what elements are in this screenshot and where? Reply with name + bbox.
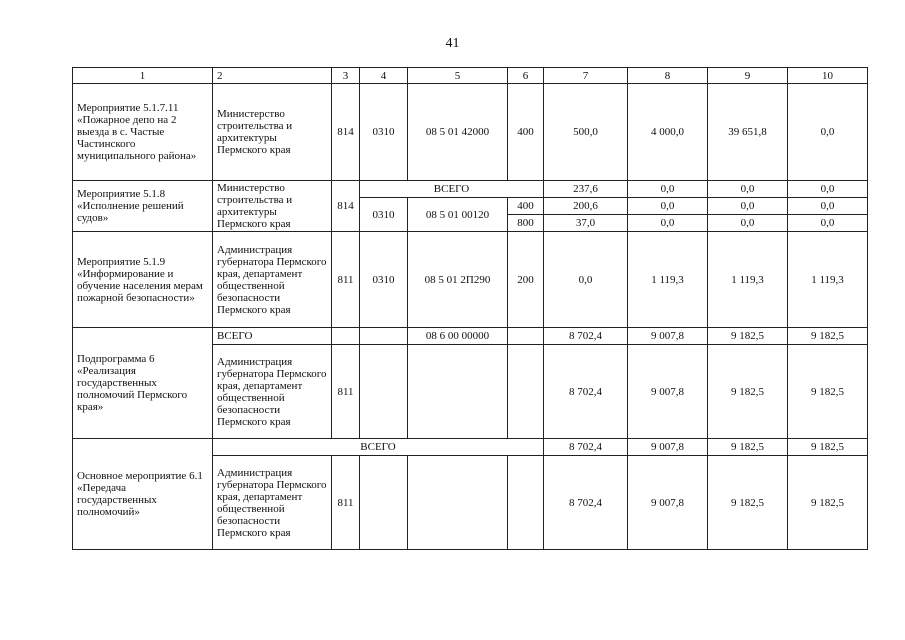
value-col8: 0,0 (628, 198, 708, 215)
code-col3: 811 (332, 232, 360, 328)
code-col6: 200 (508, 232, 544, 328)
value-col9: 39 651,8 (708, 84, 788, 181)
value-col10: 9 182,5 (788, 439, 868, 456)
measure-name: Мероприятие 5.1.7.11 «Пожарное депо на 2 выезда в с. Частые Частинского муниципального района» (73, 84, 213, 181)
value-col7: 8 702,4 (544, 345, 628, 439)
code-col6: 400 (508, 198, 544, 215)
value-col7: 237,6 (544, 181, 628, 198)
header-cell: 3 (332, 68, 360, 84)
header-row (73, 68, 868, 84)
value-col9: 9 182,5 (708, 439, 788, 456)
empty-cell (360, 328, 408, 345)
value-col8: 9 007,8 (628, 439, 708, 456)
value-col8: 9 007,8 (628, 328, 708, 345)
code-col5: 08 6 00 00000 (408, 328, 508, 345)
empty-cell (508, 328, 544, 345)
executor: Администрация губернатора Пермского края, департамент общественной безопасности Пермского края (213, 232, 332, 328)
executor: Министерство строительства и архитектуры Пермского края (213, 84, 332, 181)
page-number: 41 (445, 36, 460, 51)
empty-cell (408, 345, 508, 439)
value-col7: 8 702,4 (544, 456, 628, 550)
header-cell: 6 (508, 68, 544, 84)
value-col8: 0,0 (628, 181, 708, 198)
measure-name: Подпрограмма 6 «Реализация государственных полномочий Пермского края» (73, 328, 213, 439)
header-cell: 8 (628, 68, 708, 84)
value-col8: 9 007,8 (628, 345, 708, 439)
measure-name: Мероприятие 5.1.9 «Информирование и обучение населения мерам пожарной безопасности» (73, 232, 213, 328)
total-label: ВСЕГО (360, 181, 544, 198)
value-col9: 0,0 (708, 198, 788, 215)
value-col8: 4 000,0 (628, 84, 708, 181)
header-cell: 4 (360, 68, 408, 84)
header-cell: 5 (408, 68, 508, 84)
value-col9: 9 182,5 (708, 328, 788, 345)
empty-cell (360, 456, 408, 550)
value-col9: 1 119,3 (708, 232, 788, 328)
executor: Министерство строительства и архитектуры Пермского края (213, 181, 332, 232)
executor: Администрация губернатора Пермского края, департамент общественной безопасности Пермского края (213, 345, 332, 439)
empty-cell (360, 345, 408, 439)
header-cell: 10 (788, 68, 868, 84)
value-col10: 1 119,3 (788, 232, 868, 328)
code-col6: 400 (508, 84, 544, 181)
header-cell: 2 (213, 68, 332, 84)
value-col10: 9 182,5 (788, 345, 868, 439)
code-col3: 811 (332, 456, 360, 550)
header-cell: 7 (544, 68, 628, 84)
code-col3: 814 (332, 181, 360, 232)
value-col10: 0,0 (788, 198, 868, 215)
code-col6: 800 (508, 215, 544, 232)
value-col9: 9 182,5 (708, 456, 788, 550)
value-col9: 0,0 (708, 215, 788, 232)
code-col4: 0310 (360, 84, 408, 181)
empty-cell (332, 328, 360, 345)
value-col10: 0,0 (788, 215, 868, 232)
value-col7: 8 702,4 (544, 439, 628, 456)
code-col5: 08 5 01 2П290 (408, 232, 508, 328)
code-col3: 811 (332, 345, 360, 439)
table-row (73, 328, 868, 345)
code-col4: 0310 (360, 232, 408, 328)
value-col10: 9 182,5 (788, 328, 868, 345)
table-row (73, 232, 868, 328)
code-col5: 08 5 01 00120 (408, 198, 508, 232)
value-col7: 0,0 (544, 232, 628, 328)
value-col8: 9 007,8 (628, 456, 708, 550)
value-col10: 0,0 (788, 84, 868, 181)
value-col10: 9 182,5 (788, 456, 868, 550)
measure-name: Мероприятие 5.1.8 «Исполнение решений судов» (73, 181, 213, 232)
budget-table (72, 67, 868, 550)
value-col10: 0,0 (788, 181, 868, 198)
empty-cell (508, 345, 544, 439)
code-col5: 08 5 01 42000 (408, 84, 508, 181)
header-cell: 9 (708, 68, 788, 84)
value-col7: 37,0 (544, 215, 628, 232)
value-col9: 0,0 (708, 181, 788, 198)
value-col8: 0,0 (628, 215, 708, 232)
empty-cell (508, 456, 544, 550)
total-label: ВСЕГО (213, 328, 332, 345)
value-col9: 9 182,5 (708, 345, 788, 439)
value-col8: 1 119,3 (628, 232, 708, 328)
value-col7: 8 702,4 (544, 328, 628, 345)
value-col7: 500,0 (544, 84, 628, 181)
executor: Администрация губернатора Пермского края, департамент общественной безопасности Пермского края (213, 456, 332, 550)
code-col4: 0310 (360, 198, 408, 232)
total-label: ВСЕГО (213, 439, 544, 456)
code-col3: 814 (332, 84, 360, 181)
empty-cell (408, 456, 508, 550)
value-col7: 200,6 (544, 198, 628, 215)
table-row (73, 84, 868, 181)
measure-name: Основное мероприятие 6.1 «Передача государственных полномочий» (73, 439, 213, 550)
table-row (73, 181, 868, 198)
header-cell: 1 (73, 68, 213, 84)
table-row (73, 439, 868, 456)
